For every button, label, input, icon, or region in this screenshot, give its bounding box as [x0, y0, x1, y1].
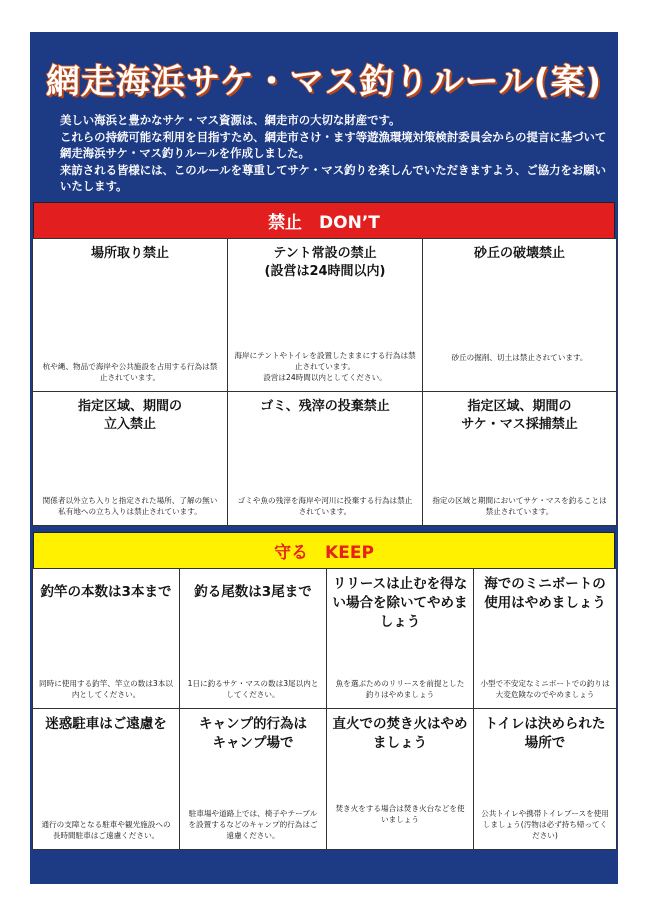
rule-title: 指定区域、期間の 立入禁止: [77, 399, 182, 432]
rule-description: 公共トイレや携帯トイレブースを使用しましょう(汚物は必ず持ち帰ってください): [481, 809, 609, 840]
keep-rule-card: [179, 708, 327, 850]
intro-line: 来訪される皆様には、このルールを尊重してサケ・マス釣りを楽しんでいただきますよう、ご協力をお願いいたします。: [60, 162, 607, 193]
rule-description: 1日に釣るサケ・マスの数は3尾以内としてください。: [187, 679, 319, 699]
rule-title: リリースは止むを得ない場合を除いてやめましょう: [332, 576, 468, 630]
keep-rule-card: [326, 708, 474, 850]
rule-title: 場所取り禁止: [90, 246, 169, 261]
rule-title: 釣竿の本数は3本まで: [40, 584, 172, 600]
intro-line: これらの持続可能な利用を目指すため、網走市さけ・ます等遊漁環境対策検討委員会からの提言に基づいて網走海浜サケ・マス釣りルールを作成しました。: [60, 129, 607, 160]
rule-title: キャンプ的行為は キャンプ場で: [199, 716, 307, 751]
dont-grid: [33, 239, 615, 526]
keep-section: [33, 532, 615, 850]
rule-description: 同時に使用する釣竿、竿立の数は3本以内としてください。: [39, 679, 173, 699]
rule-title: 迷惑駐車はご遠慮を: [45, 716, 167, 732]
rule-description: 魚を選ぶためのリリースを前提とした釣りはやめましょう: [335, 679, 465, 699]
keep-rule-card: [179, 568, 327, 709]
rule-title: ゴミ、残滓の投棄禁止: [260, 399, 390, 414]
keep-rule-card: [326, 568, 474, 709]
dont-rule-card: [32, 238, 228, 392]
rule-description: 関係者以外立ち入りと指定された場所、了解の無い私有地への立ち入りは禁止されています。: [42, 496, 218, 516]
rule-title: 直火での焚き火はやめましょう: [332, 716, 468, 751]
keep-rule-card: [473, 708, 617, 850]
rule-description: 駐車場や道路上では、椅子やテーブルを設置するなどのキャンプ的行為はご遠慮ください。: [188, 809, 318, 840]
rule-description: 通行の支障となる駐車や観光施設への長時間駐車はご遠慮ください。: [41, 820, 171, 840]
keep-header: 守る KEEP: [33, 532, 615, 569]
rule-title: 砂丘の破壊禁止: [473, 246, 565, 261]
dont-rule-card: [227, 238, 423, 392]
rule-title: 海でのミニボートの使用はやめましょう: [484, 576, 606, 611]
dont-header: 禁止 DON’T: [33, 202, 615, 239]
rules-poster: [30, 32, 618, 884]
dont-section: [33, 202, 615, 526]
dont-rule-card: [32, 391, 228, 526]
rule-description: 海岸にテントやトイレを設置したままにする行為は禁止されています。 設営は24時間以内としてください。: [234, 351, 416, 382]
rule-description: 焚き火をする場合は焚き火台などを使いましょう: [335, 804, 465, 824]
rule-title: トイレは決められた場所で: [484, 716, 606, 751]
rule-description: 小型で不安定なミニボートでの釣りは大変危険なのでやめましょう: [480, 679, 610, 699]
rule-title: 指定区域、期間の サケ・マス採捕禁止: [461, 399, 578, 432]
rule-title: 釣る尾数は3尾まで: [194, 584, 312, 600]
intro-line: 美しい海浜と豊かなサケ・マス資源は、網走市の大切な財産です。: [60, 113, 401, 127]
dont-rule-card: [422, 391, 617, 526]
rule-description: 砂丘の掘削、切土は禁止されています。: [451, 353, 588, 362]
rule-description: ゴミや魚の残滓を海岸や河川に投棄する行為は禁止されています。: [237, 496, 413, 516]
keep-rule-card: [32, 568, 180, 709]
rule-description: 指定の区域と期間においてサケ・マスを釣ることは禁止されています。: [432, 496, 607, 516]
keep-grid: [33, 569, 615, 850]
dont-rule-card: [422, 238, 617, 392]
intro-text: [60, 112, 610, 195]
rule-title: テント常設の禁止 (設営は24時間以内): [264, 246, 386, 279]
dont-rule-card: [227, 391, 423, 526]
keep-rule-card: [32, 708, 180, 850]
poster-title: 網走海浜サケ・マス釣りルール(案): [45, 62, 603, 102]
keep-rule-card: [473, 568, 617, 709]
rule-description: 杭や縄、物品で海岸や公共施設を占用する行為は禁止されています。: [42, 362, 218, 382]
